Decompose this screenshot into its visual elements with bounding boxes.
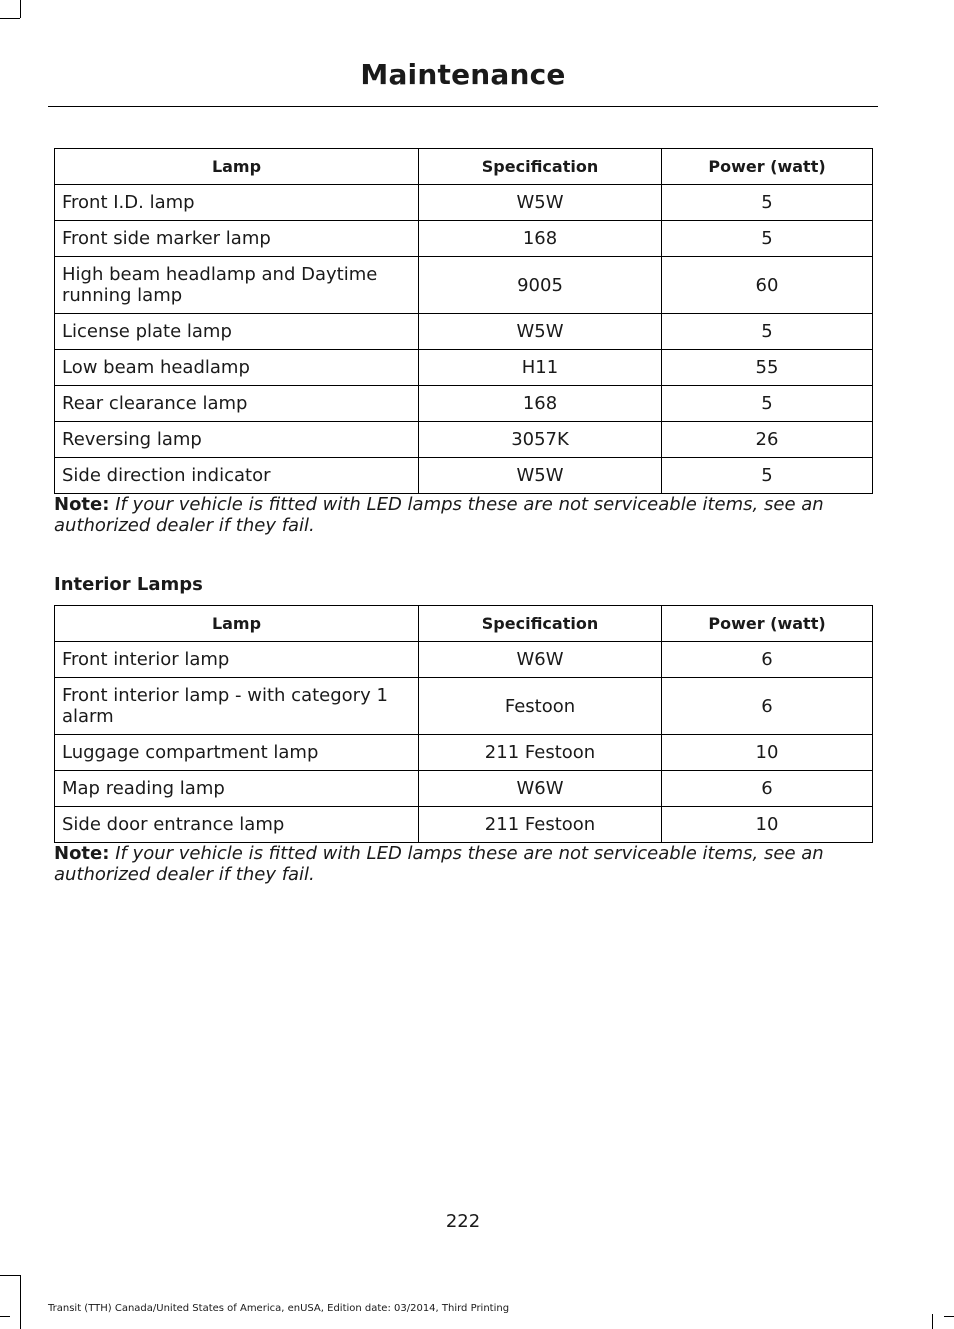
column-header-specification: Specification [419,149,662,185]
power-cell: 5 [662,221,873,257]
power-cell: 60 [662,257,873,314]
specification-cell: 211 Festoon [419,807,662,843]
lamp-cell: Front interior lamp [55,642,419,678]
table-row [55,678,873,735]
specification-cell: W6W [419,771,662,807]
specification-cell: 168 [419,386,662,422]
crop-mark-top-left-v [20,0,21,18]
table-header-row [55,149,873,185]
specification-cell: 168 [419,221,662,257]
lamp-cell: Front side marker lamp [55,221,419,257]
column-header-power: Power (watt) [662,149,873,185]
specification-cell: W5W [419,314,662,350]
note-text: If your vehicle is fitted with LED lamps these are not serviceable items, see an authorized dealer if they fail. [54,494,824,536]
table-row [55,735,873,771]
specification-cell: 9005 [419,257,662,314]
power-cell: 10 [662,807,873,843]
crop-mark-bottom-left-h [0,1275,20,1276]
specification-cell: 3057K [419,422,662,458]
lamp-cell: Side door entrance lamp [55,807,419,843]
table-row [55,807,873,843]
exterior-lamps-table [54,148,873,494]
specification-cell: H11 [419,350,662,386]
table-header-row [55,606,873,642]
table-row [55,771,873,807]
lamp-cell: Side direction indicator [55,458,419,494]
page-title: Maintenance [360,58,566,91]
table-row [55,642,873,678]
crop-mark-bottom-right-h [944,1316,954,1317]
power-cell: 10 [662,735,873,771]
lamp-cell: License plate lamp [55,314,419,350]
section-heading-interior-lamps: Interior Lamps [54,574,203,595]
lamp-cell: Low beam headlamp [55,350,419,386]
lamp-cell: Luggage compartment lamp [55,735,419,771]
lamp-cell: High beam headlamp and Daytime running lamp [55,257,419,314]
specification-cell: Festoon [419,678,662,735]
specification-cell: 211 Festoon [419,735,662,771]
power-cell: 26 [662,422,873,458]
lamp-cell: Map reading lamp [55,771,419,807]
specification-cell: W5W [419,458,662,494]
column-header-power: Power (watt) [662,606,873,642]
power-cell: 6 [662,771,873,807]
power-cell: 5 [662,185,873,221]
column-header-lamp: Lamp [55,149,419,185]
title-divider [48,106,878,107]
table-row [55,221,873,257]
table-row [55,458,873,494]
note-label: Note: [54,494,110,515]
lamp-cell: Reversing lamp [55,422,419,458]
interior-lamps-table [54,605,873,843]
column-header-lamp: Lamp [55,606,419,642]
led-note [54,843,854,885]
table-row [55,314,873,350]
table-row [55,422,873,458]
column-header-specification: Specification [419,606,662,642]
power-cell: 55 [662,350,873,386]
power-cell: 5 [662,314,873,350]
table-row [55,350,873,386]
lamp-cell: Front interior lamp - with category 1 alarm [55,678,419,735]
page-number: 222 [445,1211,481,1232]
specification-cell: W6W [419,642,662,678]
table-row [55,257,873,314]
crop-mark-bottom-left-v [20,1275,21,1329]
table-row [55,185,873,221]
crop-mark-bottom-left-tick [0,1316,10,1317]
lamp-cell: Front I.D. lamp [55,185,419,221]
table-row [55,386,873,422]
power-cell: 5 [662,458,873,494]
power-cell: 6 [662,642,873,678]
note-label: Note: [54,843,110,864]
power-cell: 5 [662,386,873,422]
lamp-cell: Rear clearance lamp [55,386,419,422]
power-cell: 6 [662,678,873,735]
led-note [54,494,854,536]
crop-mark-bottom-right-v [932,1314,933,1329]
specification-cell: W5W [419,185,662,221]
crop-mark-top-left-h [0,18,20,19]
note-text: If your vehicle is fitted with LED lamps these are not serviceable items, see an authorized dealer if they fail. [54,843,824,885]
footer-edition-info: Transit (TTH) Canada/United States of America, enUSA, Edition date: 03/2014, Third Printing [48,1303,510,1314]
